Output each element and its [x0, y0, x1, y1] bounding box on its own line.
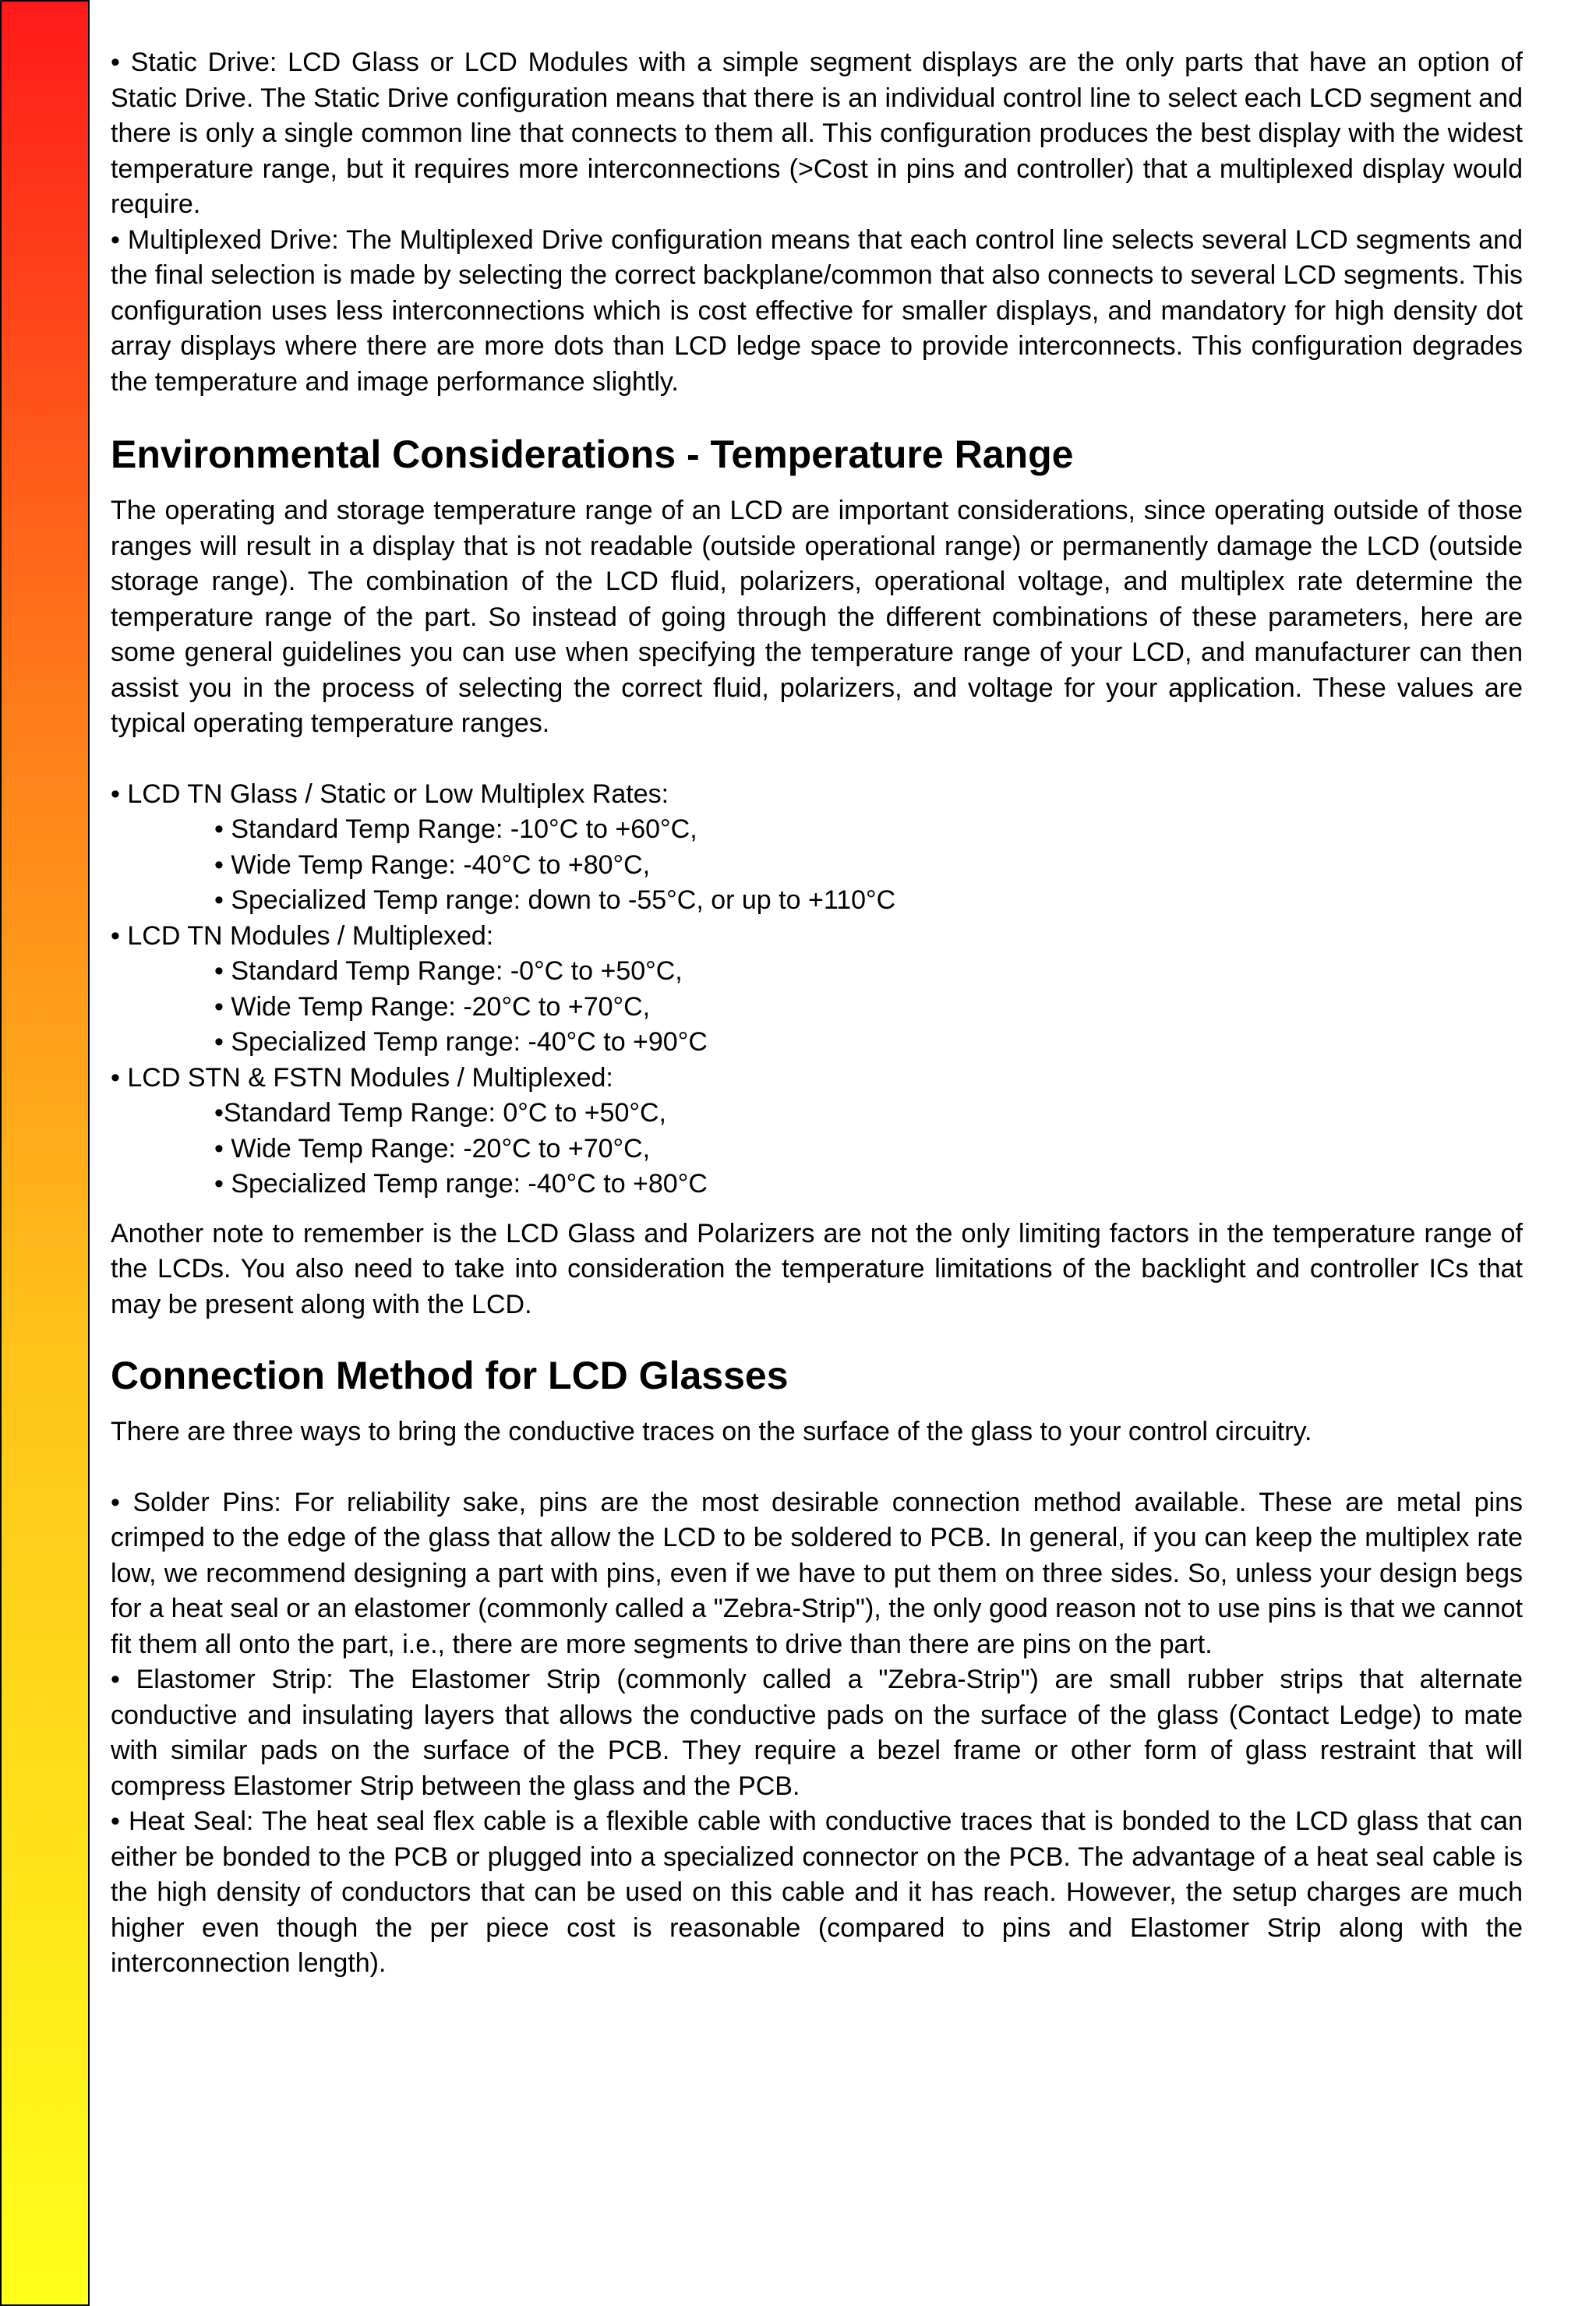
multiplexed-drive-paragraph: • Multiplexed Drive: The Multiplexed Drive configuration means that each control line selects several LCD segments and the final selection is made by selecting the correct backplane/common that also connects to several LCD segments. This configuration uses less interconnections which is cost effective for smaller displays, and mandatory for high density dot array displays where there are more dots than LCD ledge space to provide interconnects. This configuration degrades the temperature and image performance slightly.: [111, 224, 1523, 397]
list-item: • Wide Temp Range: -40°C to +80°C,: [214, 849, 651, 880]
list-item: • Wide Temp Range: -20°C to +70°C,: [214, 1133, 651, 1164]
group-title-stn-fstn: • LCD STN & FSTN Modules / Multiplexed:: [111, 1062, 613, 1093]
list-item: • Standard Temp Range: -0°C to +50°C,: [214, 956, 683, 986]
connection-intro: There are three ways to bring the conductive traces on the surface of the glass to your control circuitry.: [111, 1417, 1312, 1446]
list-item: • Specialized Temp range: down to -55°C, or up to +110°C: [214, 885, 896, 915]
temperature-note: Another note to remember is the LCD Glass and Polarizers are not the only limiting factors in the temperature range of the LCDs. You also need to take into consideration the temperature limitations of the backlight and controller ICs that may be present along with the LCD.: [111, 1218, 1523, 1319]
document-body: [111, 45, 1523, 1982]
static-drive-paragraph: • Static Drive: LCD Glass or LCD Modules with a simple segment displays are the only parts that have an option of Static Drive. The Static Drive configuration means that there is an individual control line to select each LCD segment and there is only a single common line that connects to them all. This configuration produces the best display with the widest temperature range, but it requires more interconnections (>Cost in pins and controller) that a multiplexed display would require.: [111, 48, 1523, 219]
gradient-sidebar: [0, 0, 90, 2306]
list-item: • Standard Temp Range: -10°C to +60°C,: [214, 814, 697, 844]
list-item: •Standard Temp Range: 0°C to +50°C,: [214, 1098, 666, 1128]
heat-seal-paragraph: • Heat Seal: The heat seal flex cable is a flexible cable with conductive traces that is bonded to the LCD glass that can either be bonded to the PCB or plugged into a specialized connector on the PCB. The advantage of a heat seal cable is the high density of conductors that can be used on this cable and it has reach. However, the setup charges are much higher even though the per piece cost is reasonable (compared to pins and Elastomer Strip along with the interconnection length).: [111, 1806, 1523, 1978]
list-item: • Specialized Temp range: -40°C to +80°C: [214, 1169, 708, 1199]
connection-heading: Connection Method for LCD Glasses: [111, 1354, 789, 1397]
elastomer-strip-paragraph: • Elastomer Strip: The Elastomer Strip (commonly called a "Zebra-Strip") are small rubber strips that alternate conductive and insulating layers that allows the conductive pads on the surface of the glass (Contact Ledge) to mate with similar pads on the surface of the PCB. They require a bezel frame or other form of glass restraint that will compress Elastomer Strip between the glass and the PCB.: [111, 1665, 1523, 1801]
temperature-heading: Environmental Considerations - Temperature Range: [111, 433, 1074, 476]
temperature-intro: The operating and storage temperature range of an LCD are important considerations, since operating outside of those ranges will result in a display that is not readable (outside operational range) or permanently damage the LCD (outside storage range). The combination of the LCD fluid, polarizers, operational voltage, and multiplex rate determine the temperature range of the part. So instead of going through the different combinations of these parameters, here are some general guidelines you can use when specifying the temperature range of your LCD, and manufacturer can then assist you in the process of selecting the correct fluid, polarizers, and voltage for your application. These values are typical operating temperature ranges.: [111, 496, 1523, 738]
group-title-tn-glass: • LCD TN Glass / Static or Low Multiplex Rates:: [111, 779, 669, 809]
list-item: • Specialized Temp range: -40°C to +90°C: [214, 1027, 708, 1057]
list-item: • Wide Temp Range: -20°C to +70°C,: [214, 991, 651, 1022]
solder-pins-paragraph: • Solder Pins: For reliability sake, pins are the most desirable connection method available. These are metal pins crimped to the edge of the glass that allow the LCD to be soldered to PCB. In general, if you can keep the multiplex rate low, we recommend designing a part with pins, even if we have to put them on three sides. So, unless your design begs for a heat seal or an elastomer (commonly called a "Zebra-Strip"), the only good reason not to use pins is that we cannot fit them all onto the part, i.e., there are more segments to drive than there are pins on the part.: [111, 1487, 1523, 1659]
group-title-tn-modules: • LCD TN Modules / Multiplexed:: [111, 920, 494, 951]
